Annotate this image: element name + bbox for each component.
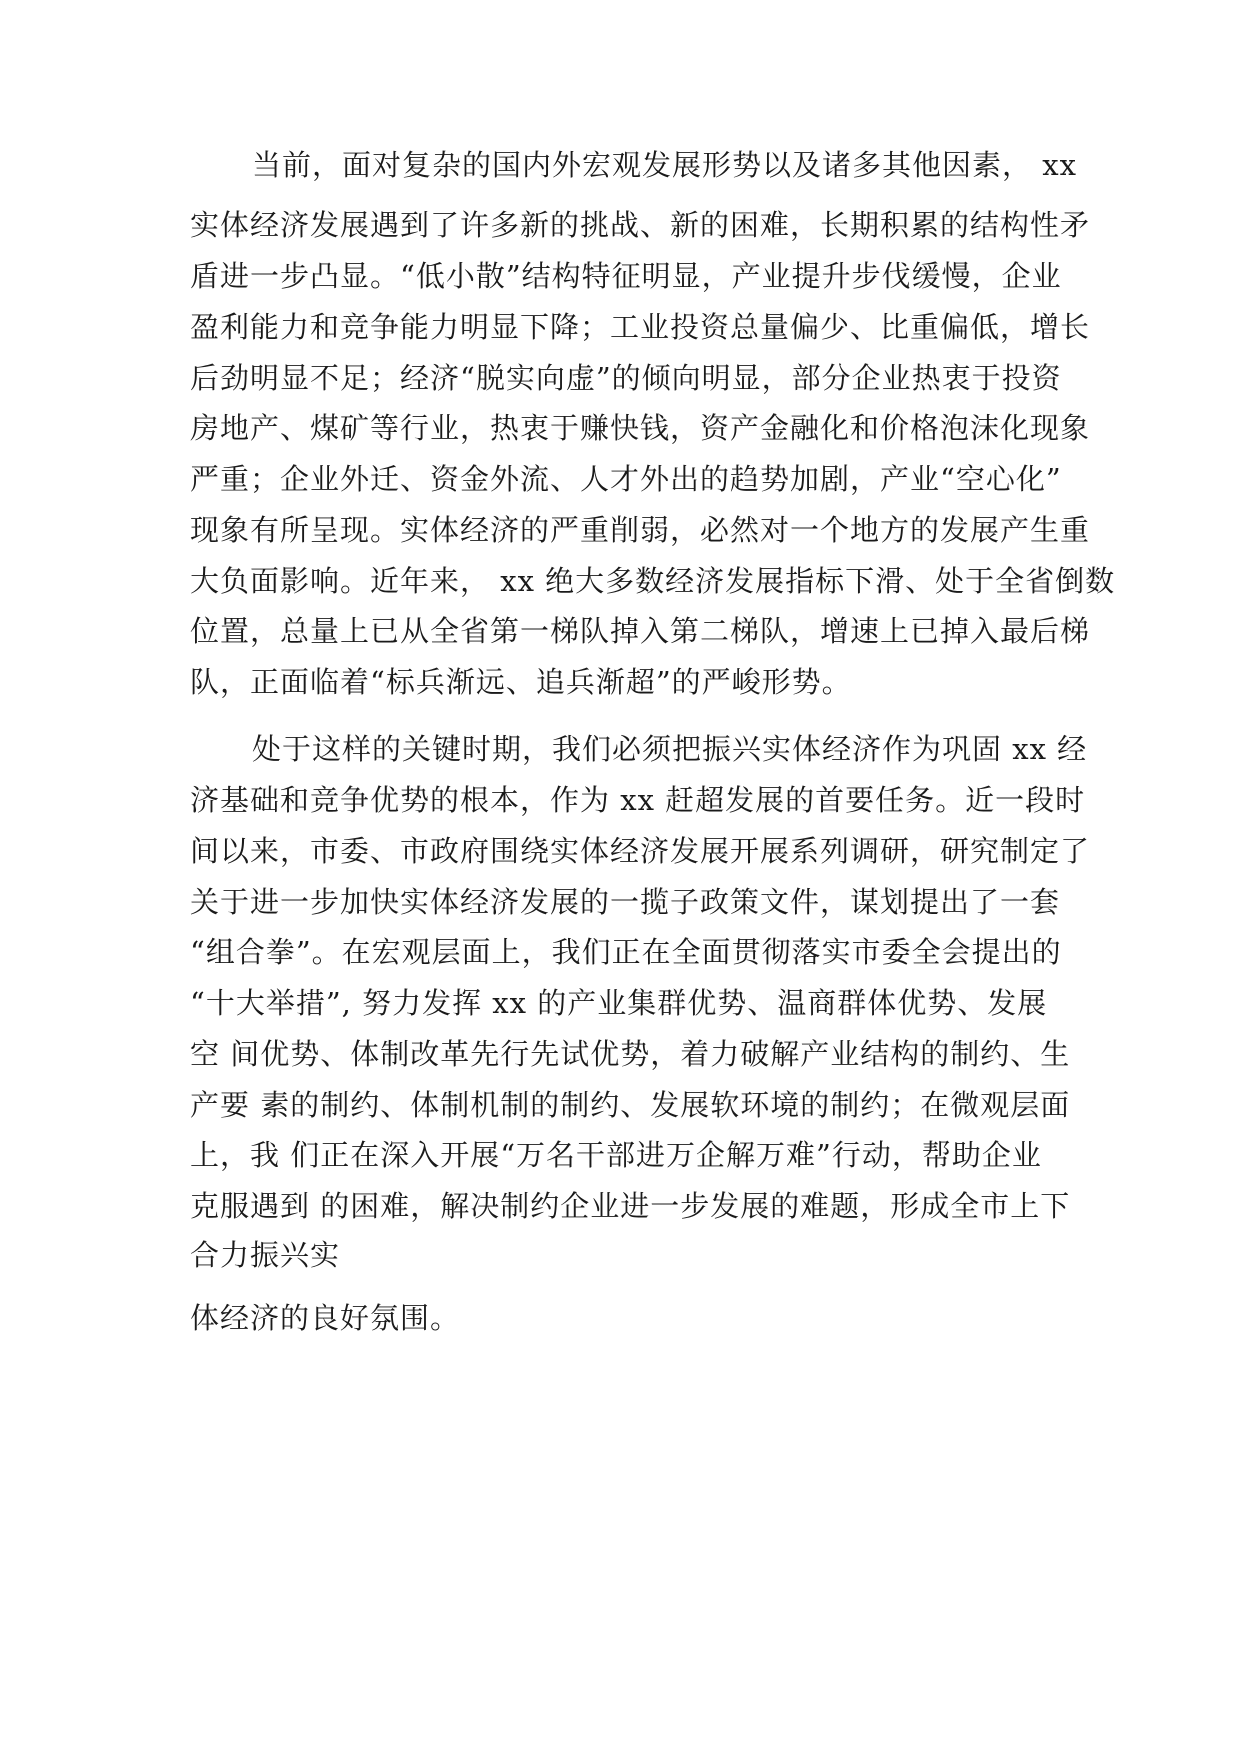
text-line: 济基础和竞争优势的根本，作为 xx 赶超发展的首要任务。近一段时 xyxy=(190,783,1086,817)
text-line: 盈利能力和竞争能力明显下降；工业投资总量偏少、比重偏低，增长 xyxy=(190,310,1091,344)
text-line: “十大举措”, 努力发挥 xx 的产业集群优势、温商群体优势、发展 xyxy=(190,986,1048,1020)
text-line: 间以来，市委、市政府围绕实体经济发展开展系列调研，研究制定了 xyxy=(190,834,1091,868)
text-line: 盾进一步凸显。“低小散”结构特征明显，产业提升步伐缓慢，企业 xyxy=(190,259,1062,293)
text-line: “组合拳”。在宏观层面上，我们正在全面贯彻落实市委全会提出的 xyxy=(190,935,1062,969)
text-line: 关于进一步加快实体经济发展的一揽子政策文件，谋划提出了一套 xyxy=(190,885,1061,919)
text-line: 房地产、煤矿等行业，热衷于赚快钱，资产金融化和价格泡沫化现象 xyxy=(190,411,1091,445)
text-line: 产要 素的制约、体制机制的制约、发展软环境的制约；在微观层面 xyxy=(190,1088,1071,1122)
text-line: 大负面影响。近年来， xx 绝大多数经济发展指标下滑、处于全省倒数 xyxy=(190,564,1116,598)
text-line: 合力振兴实 xyxy=(190,1238,341,1272)
text-line: 体经济的良好氛围。 xyxy=(190,1301,461,1335)
text-line: 队，正面临着“标兵渐远、追兵渐超”的严峻形势。 xyxy=(190,665,852,699)
text-line: 位置，总量上已从全省第一梯队掉入第二梯队，增速上已掉入最后梯 xyxy=(190,614,1091,648)
text-line: 现象有所呈现。实体经济的严重削弱，必然对一个地方的发展产生重 xyxy=(190,513,1091,547)
text-line: 当前，面对复杂的国内外宏观发展形势以及诸多其他因素， xx xyxy=(252,148,1077,182)
text-line: 处于这样的关键时期，我们必须把振兴实体经济作为巩固 xx 经 xyxy=(252,732,1088,766)
text-line: 克服遇到 的困难，解决制约企业进一步发展的难题，形成全市上下 xyxy=(190,1189,1071,1223)
text-line: 上，我 们正在深入开展“万名干部进万企解万难”行动，帮助企业 xyxy=(190,1138,1042,1172)
text-line: 空 间优势、体制改革先行先试优势，着力破解产业结构的制约、生 xyxy=(190,1037,1071,1071)
text-line: 后劲明显不足；经济“脱实向虚”的倾向明显，部分企业热衷于投资 xyxy=(190,361,1062,395)
text-line: 实体经济发展遇到了许多新的挑战、新的困难，长期积累的结构性矛 xyxy=(190,208,1091,242)
text-line: 严重；企业外迁、资金外流、人才外出的趋势加剧，产业“空心化” xyxy=(190,462,1062,496)
